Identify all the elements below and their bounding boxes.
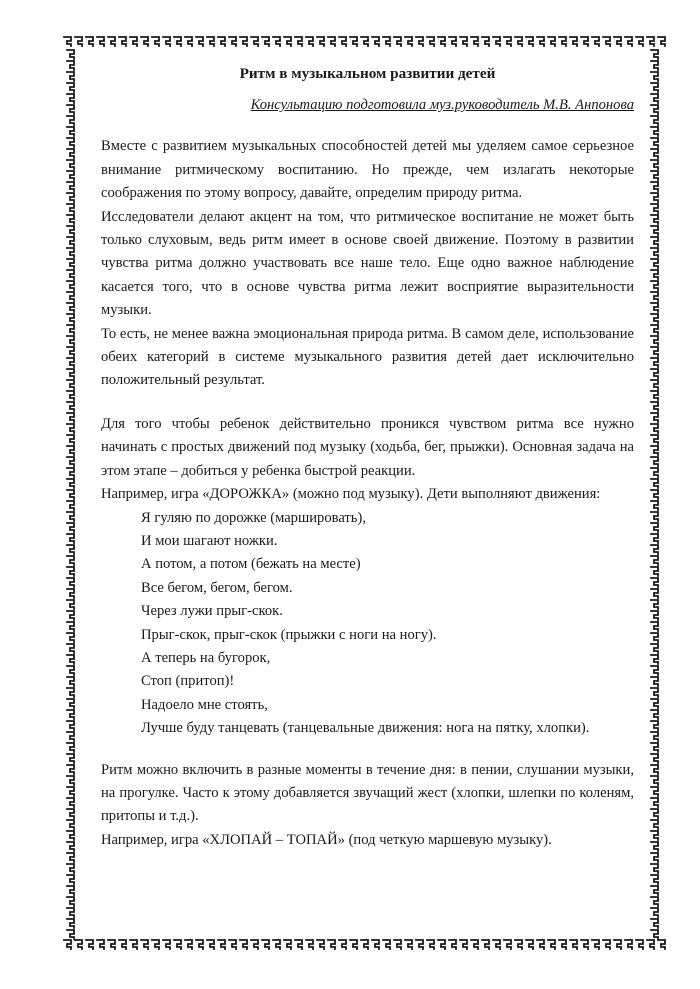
verse-line: Я гуляю по дорожке (маршировать), <box>141 509 366 526</box>
verse-line: А теперь на бугорок, <box>141 649 271 666</box>
verse-line: А потом, а потом (бежать на месте) <box>141 556 361 573</box>
paragraph: Для того чтобы ребенок действительно проникся чувством ритма все нужно начинать с простых движений под музыку (ходьба, бег, прыжки). Основная задача на этом этапе – добиться у ребенка быстрой реакции. <box>101 415 634 479</box>
verse-line: Надоело мне стоять, <box>141 696 268 713</box>
verse-line: Все бегом, бегом, бегом. <box>141 579 293 596</box>
paragraph: Например, игра «ХЛОПАЙ – ТОПАЙ» (под четкую маршевую музыку). <box>101 831 552 848</box>
paragraph: Вместе с развитием музыкальных способностей детей мы уделяем самое серьезное внимание ритмическому воспитанию. Но прежде, чем излагать некоторые соображения по этому вопросу, давайте, определим природу ритма. <box>101 138 634 202</box>
paragraph: То есть, не менее важна эмоциональная природа ритма. В самом деле, использование обеих категорий в системе музыкального развития детей дает исключительно положительный результат. <box>101 325 634 389</box>
verse-line: Прыг-скок, прыг-скок (прыжки с ноги на ногу). <box>141 626 437 643</box>
paragraph-gap <box>101 741 634 759</box>
paragraph: Исследователи делают акцент на том, что ритмическое воспитание не может быть только слуховым, ведь ритм имеет в основе своей движение. Поэтому в развитии чувства ритма должно участвовать все наше тело. Еще одно важное наблюдение касается того, что в основе чувства ритма лежит восприятие выразительности музыки. <box>101 208 634 319</box>
document-title: Ритм в музыкальном развитии детей <box>239 65 496 82</box>
document-body <box>101 62 634 852</box>
author-line: Консультацию подготовила муз.руководитель М.В. Анпонова <box>250 97 634 113</box>
verse-line: И мои шагают ножки. <box>141 532 278 549</box>
verse-line: Через лужи прыг-скок. <box>141 603 283 620</box>
paragraph: Например, игра «ДОРОЖКА» (можно под музыку). Дети выполняют движения: <box>101 486 601 503</box>
verse-line: Стоп (притоп)! <box>141 673 235 690</box>
paragraph: Ритм можно включить в разные моменты в течение дня: в пении, слушании музыки, на прогулке. Часто к этому добавляется звучащий жест (хлопки, шлепки по коленям, притопы и т.д.). <box>101 761 634 825</box>
paragraph-gap <box>101 393 634 413</box>
verse-line-last: Лучше буду танцевать (танцевальные движения: нога на пятку, хлопки). <box>141 720 590 737</box>
